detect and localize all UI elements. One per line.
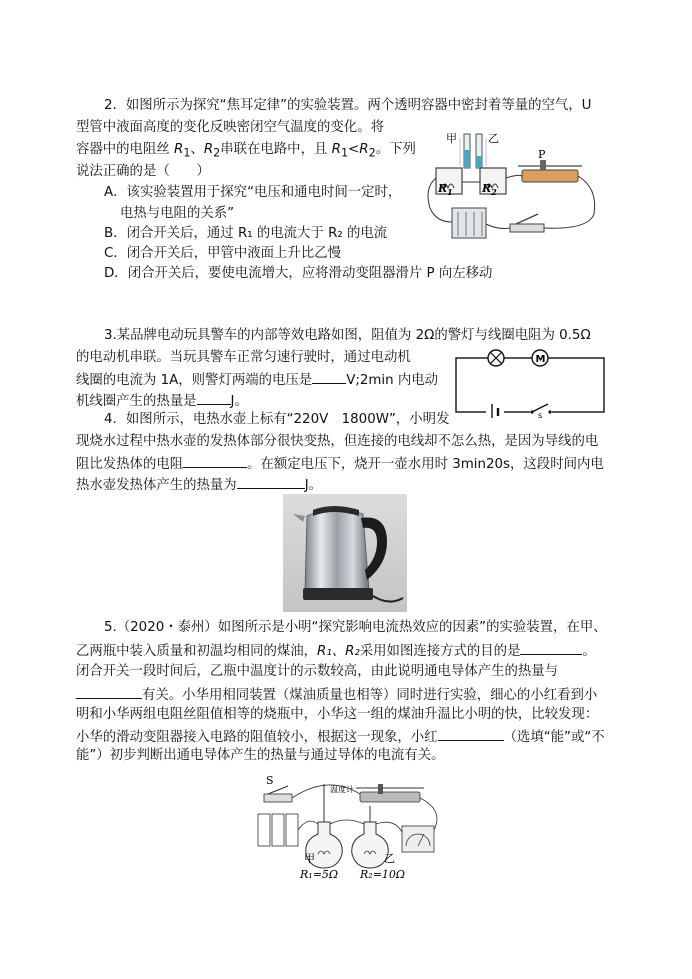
q5-fig-r1-label: R₁=5Ω xyxy=(300,868,339,880)
q5-line-1: 5.（2020・泰州）如图所示是小明“探究影响电流热效应的因素”的实验装置，在甲、 xyxy=(104,620,607,635)
q5-purpose-blank[interactable] xyxy=(520,640,582,655)
q5-fig-jia-label: 甲 xyxy=(304,852,315,865)
q4-line-3: 阻比发热体的电阻 。在额定电压下，烧开一壶水用时 3min20s，这段时间内电 xyxy=(76,453,604,475)
q5-fig-yi-label: 乙 xyxy=(384,852,395,865)
q2-line-4: 说法正确的是（ ） xyxy=(76,164,210,179)
q5-line-6: 小华的滑动变阻器接入电路的阻值较小，根据这一现象，小红 （选填“能”或“不 xyxy=(76,726,605,748)
q5-judgement-blank[interactable] xyxy=(438,726,504,741)
q3-motor-label: M xyxy=(535,354,546,365)
q3-line-4: 机线圈产生的热量是 J。 xyxy=(76,390,248,412)
q3-circuit-diagram xyxy=(452,344,608,418)
q2-option-d: D．闭合开关后，要使电流增大，应将滑动变阻器滑片 P 向左移动 xyxy=(104,266,493,281)
q2-line-1: 2．如图所示为探究“焦耳定律”的实验装置。两个透明容器中密封着等量的空气，U xyxy=(104,98,592,113)
q5-line-4: 有关。小华用相同装置（煤油质量也相等）同时进行实验，细心的小红看到小 xyxy=(76,684,597,706)
q5-line-5: 明和小华两组电阻丝阻值相等的烧瓶中，小华这一组的煤油升温比小明的快，比较发现： xyxy=(76,707,599,722)
q3-switch-label: s xyxy=(538,411,543,418)
q5-fig-switch-label: S xyxy=(266,774,274,787)
q5-line-3: 闭合开关一段时间后，乙瓶中温度计的示数较高，由此说明通电导体产生的热量与 xyxy=(76,664,559,679)
q5-line-2: 乙两瓶中装入质量和初温均相同的煤油，R₁、R₂采用如图连接方式的目的是 。 xyxy=(76,640,596,662)
q4-line-2: 现烧水过程中热水壶的发热体部分很快变热，但连接的电线却不怎么热，是因为导线的电 xyxy=(76,434,599,449)
q3-heat-blank[interactable] xyxy=(197,390,231,405)
q4-line-4: 热水壶发热体产生的热量为 J。 xyxy=(76,474,322,496)
q2-line-2: 型管中液面高度的变化反映密闭空气温度的变化。将 xyxy=(76,120,384,135)
q2-fig-p-label: P xyxy=(538,148,546,161)
q2-option-b: B．闭合开关后，通过 R₁ 的电流大于 R₂ 的电流 xyxy=(104,226,388,241)
q3-line-2: 的电动机串联。当玩具警车正常匀速行驶时，通过电动机 xyxy=(76,350,411,365)
q4-heat-blank[interactable] xyxy=(237,474,305,489)
q5-line-7: 能”）初步判断出通电导体产生的热量与通过导体的电流有关。 xyxy=(76,748,445,763)
q2-option-c: C．闭合开关后，甲管中液面上升比乙慢 xyxy=(104,246,341,261)
q3-line-1: 3.某品牌电动玩具警车的内部等效电路如图，阻值为 2Ω的警灯与线圈电阻为 0.5Ω xyxy=(104,328,591,343)
q5-heat-effect-apparatus-figure xyxy=(248,770,448,880)
q5-fig-r2-label: R₂=10Ω xyxy=(360,868,406,880)
q2-line-3: 容器中的电阻丝 $R_1$、$R_2$串联在电路中，且 $R_1<R_2$。下列 xyxy=(76,142,416,160)
q2-option-a-1: A．该实验装置用于探究“电压和通电时间一定时， xyxy=(104,185,402,200)
q4-resistance-blank[interactable] xyxy=(183,453,247,468)
q3-line-3: 线圈的电流为 1A，则警灯两端的电压是 V;2min 内电动 xyxy=(76,369,438,391)
q5-factor-blank[interactable] xyxy=(76,684,142,699)
q2-fig-r2-label: $R_2$ xyxy=(482,182,497,197)
q2-fig-jia-label: 甲 xyxy=(446,132,457,145)
q4-line-1: 4．如图所示，电热水壶上标有“220V 1800W”，小明发 xyxy=(104,412,450,427)
q5-fig-thermometer-label: 温度计 xyxy=(330,785,354,794)
q2-option-a-2: 电热与电阻的关系” xyxy=(120,206,235,221)
q4-electric-kettle-image xyxy=(283,494,407,612)
q2-joule-apparatus-figure xyxy=(422,128,612,244)
q2-fig-r1-label: $R_1$ xyxy=(438,182,453,197)
q2-fig-yi-label: 乙 xyxy=(488,132,499,145)
q3-voltage-blank[interactable] xyxy=(312,369,346,384)
